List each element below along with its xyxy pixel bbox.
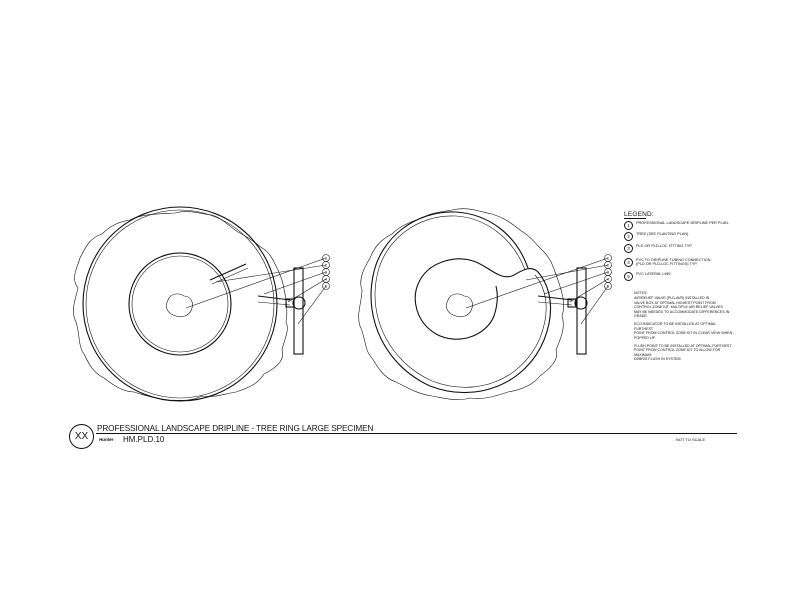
right-callouts [605, 255, 612, 290]
note-air-relief: AIR/RELIEF VALVE (PLD-AVR) INSTALLED IN VALVE BOX AT OPTIMAL HIGHEST POINT FROM CONTROL ZONE KIT. MULTIPLE AIR RELIEF VALVES MAY BE NEEDED TO ACCOMMODATE DIFFERENCES IN GRADE. [634, 296, 730, 319]
left-callout-1-num: 1 [324, 255, 328, 261]
right-callout-5-num: 5 [606, 283, 610, 289]
left-callouts [323, 255, 330, 290]
right-tree-trunk [446, 294, 472, 317]
left-inner-dripline-ring-inner [132, 256, 228, 352]
note-flush-point: FLUSH POINT TO BE INSTALLED AT OPTIMAL FURTHEST POINT FROM CONTROL ZONE KIT TO ALLOW FOR MAXIMUM DEBRIS FLUSH IN SYSTEM. [634, 344, 732, 362]
left-callout-5-num: 5 [324, 283, 328, 289]
right-callout-4-num: 4 [606, 276, 610, 282]
left-outer-dripline-ring [83, 207, 277, 401]
right-tree-ring-detail [359, 209, 612, 400]
left-tree-trunk [166, 294, 192, 317]
legend-item-5 [624, 272, 672, 281]
brand-logo: Hunter [99, 437, 114, 442]
left-callout-2-num: 2 [324, 262, 328, 268]
legend-item-4 [624, 258, 710, 267]
left-outer-dripline-ring-inner [86, 210, 274, 398]
detail-title: PROFESSIONAL LANDSCAPE DRIPLINE - TREE RING LARGE SPECIMEN [97, 424, 374, 433]
legend-item-5-text: PVC LATERAL LINE. [636, 272, 672, 276]
left-callout-3-num: 3 [324, 269, 328, 275]
detail-id-bubble: XX [69, 424, 94, 449]
legend-underline [624, 218, 646, 219]
detail-code: HM.PLD.10 [123, 435, 165, 444]
right-leader-4 [570, 276, 610, 302]
legend-item-2 [624, 232, 689, 241]
right-spiral-dripline-inner [375, 216, 546, 387]
right-leader-5 [581, 283, 610, 324]
right-header [538, 296, 572, 300]
right-header-2 [538, 302, 572, 305]
legend-item-3 [624, 244, 692, 253]
legend-item-3-text: PLD OR PLD-LOC FITTING TYP. [636, 244, 693, 248]
notes-heading: NOTES: [634, 291, 648, 295]
left-canopy-outline [73, 211, 287, 400]
scale-note: NOT TO SCALE [676, 437, 706, 442]
right-leader-3 [544, 269, 610, 294]
right-callout-1-num: 1 [606, 255, 610, 261]
legend-title: LEGEND: [624, 211, 654, 218]
notes-block [634, 291, 734, 366]
title-underline [96, 433, 737, 434]
right-spiral-dripline [371, 212, 551, 393]
legend-item-1 [624, 221, 729, 230]
right-canopy-outline [359, 209, 564, 400]
legend-item-2-number: 2 [624, 232, 633, 241]
left-leader-5 [298, 283, 328, 324]
note-eco-indicator: ECO-INDICATOR TO BE INSTALLED AT OPTIMAL FURTHEST POINT FROM CONTROL ZONE KIT IN CLEAR VIEW WHEN POPPED UP. [634, 322, 733, 340]
legend-item-2-text: TREE (SEE PLANTING PLAN). [636, 232, 690, 236]
legend-item-1-text: PROFESSIONAL LANDSCAPE DRIPLINE PER PLAN. [636, 221, 729, 225]
left-inner-dripline-ring [129, 253, 231, 355]
right-callout-2-num: 2 [606, 262, 610, 268]
left-callout-4-num: 4 [324, 276, 328, 282]
left-tree-ring-detail [73, 207, 329, 401]
legend-item-1-number: 1 [624, 221, 633, 230]
legend-item-5-number: 5 [624, 272, 633, 281]
legend-item-4-number: 4 [624, 258, 633, 267]
left-leader-3 [264, 269, 328, 294]
right-callout-3-num: 3 [606, 269, 610, 275]
legend-item-3-number: 3 [624, 244, 633, 253]
legend-item-4-text: PVC TO DRIPLINE TUBING CONNECTION (PLD OR PLD-LOC FITTINGS) TYP. [636, 258, 711, 267]
